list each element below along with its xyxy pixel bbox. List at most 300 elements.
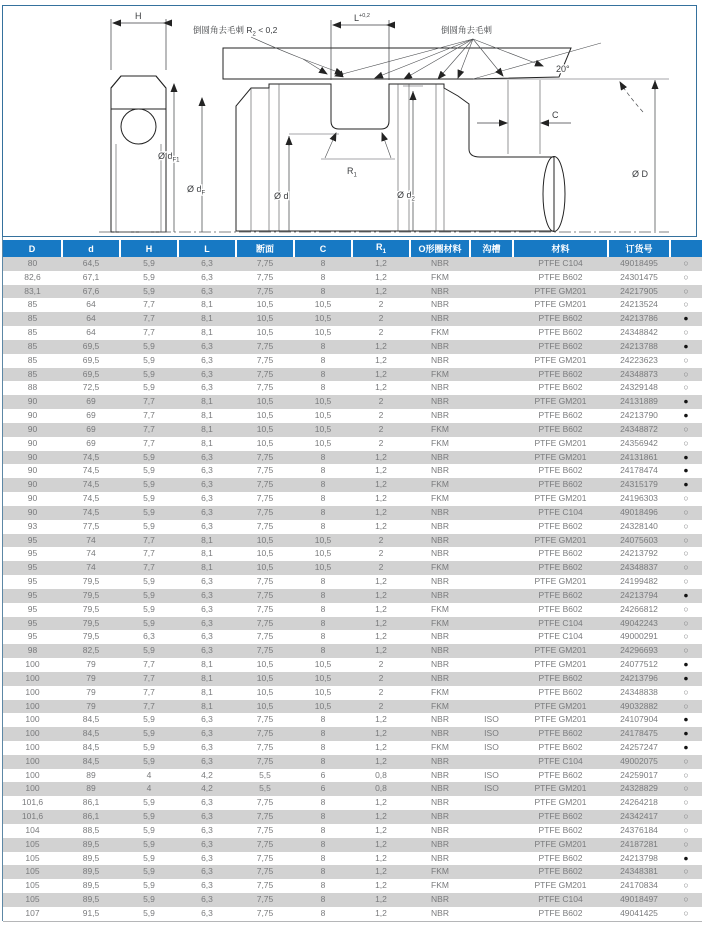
cell: 2 — [378, 410, 384, 421]
cell — [470, 478, 513, 492]
cell: NBR — [431, 631, 449, 642]
cell: 7,75 — [256, 285, 274, 296]
table-row — [3, 630, 702, 644]
availability-dot-open: ○ — [683, 603, 689, 614]
cell: 74 — [86, 562, 96, 573]
cell: 7,75 — [256, 354, 274, 365]
cell: PTFE B602 — [538, 562, 583, 573]
cell: 10,5 — [314, 423, 332, 434]
cell: 2 — [378, 396, 384, 407]
cell: 10,5 — [256, 423, 274, 434]
cell: PTFE GM201 — [534, 451, 587, 462]
cell: 95 — [27, 617, 38, 628]
availability-dot-open: ○ — [683, 797, 689, 808]
cell: 86,1 — [82, 797, 100, 808]
availability-dot-filled: ● — [683, 852, 689, 863]
cell: 8,1 — [201, 700, 213, 711]
cell: PTFE GM201 — [534, 354, 587, 365]
availability-cell — [670, 824, 702, 838]
cell: 7,75 — [256, 894, 274, 905]
availability-cell — [670, 672, 702, 686]
table-row — [3, 354, 702, 368]
cell — [470, 865, 513, 879]
cell: PTFE GM201 — [534, 838, 587, 849]
cell: 95 — [27, 603, 38, 614]
cell: 7,7 — [143, 410, 155, 421]
cell: 7,75 — [256, 479, 274, 490]
cell: 5,9 — [143, 382, 155, 393]
availability-cell — [670, 340, 702, 354]
cell: 6,3 — [201, 258, 213, 268]
cell: 1,2 — [375, 645, 387, 656]
cell: 7,75 — [256, 465, 274, 476]
cell: 1,2 — [375, 451, 387, 462]
cell — [470, 575, 513, 589]
table-row — [3, 547, 702, 561]
cell: 7,75 — [256, 631, 274, 642]
availability-cell — [670, 561, 702, 575]
cell: ISO — [484, 728, 499, 739]
availability-dot-open: ○ — [683, 271, 689, 282]
cell: 6,3 — [201, 852, 213, 863]
cell: FKM — [431, 866, 449, 877]
availability-cell — [670, 658, 702, 672]
cell: PTFE B602 — [538, 824, 583, 835]
availability-dot-open: ○ — [683, 354, 689, 365]
cell: 8,1 — [201, 299, 213, 310]
cell: 10,5 — [314, 659, 332, 670]
cell: 0,8 — [375, 769, 387, 780]
cell — [470, 423, 513, 437]
availability-dot-open: ○ — [683, 299, 689, 310]
cell: ISO — [484, 783, 499, 794]
cell: 7,75 — [256, 838, 274, 849]
cell: 7,75 — [256, 797, 274, 808]
availability-dot-open: ○ — [683, 880, 689, 891]
cell: 7,75 — [256, 741, 274, 752]
cell: 10,5 — [314, 548, 332, 559]
availability-dot-open: ○ — [683, 520, 689, 531]
cell: 79,5 — [82, 576, 100, 587]
cell: 64,5 — [82, 258, 100, 268]
cell: 7,75 — [256, 271, 274, 282]
cell: 10,5 — [314, 700, 332, 711]
cell — [470, 824, 513, 838]
availability-dot-open: ○ — [683, 755, 689, 766]
cell: 7,75 — [256, 811, 274, 822]
table-row — [3, 464, 702, 478]
cell: 8 — [320, 838, 326, 849]
cell: 67,6 — [82, 285, 100, 296]
cell: PTFE B602 — [538, 548, 583, 559]
cell: 24348842 — [620, 327, 658, 338]
table-row — [3, 727, 702, 741]
cell: 101,6 — [21, 811, 44, 822]
cell: NBR — [431, 714, 449, 725]
cell: 64 — [86, 299, 96, 310]
cell: 5,9 — [143, 797, 155, 808]
availability-dot-open: ○ — [683, 285, 689, 296]
cell: 5,9 — [143, 603, 155, 614]
cell: 7,75 — [256, 714, 274, 725]
cell — [470, 464, 513, 478]
cell: 93 — [27, 520, 38, 531]
cell: 64 — [86, 327, 96, 338]
cell: NBR — [431, 534, 449, 545]
cell: 5,9 — [143, 741, 155, 752]
cell: 6,3 — [201, 576, 213, 587]
cell: 4,2 — [201, 769, 213, 780]
cell: 6,3 — [201, 465, 213, 476]
cell: 7,7 — [143, 672, 155, 683]
cell: 8,1 — [201, 534, 213, 545]
availability-dot-filled: ● — [683, 589, 689, 600]
cell: 84,5 — [82, 714, 100, 725]
cell: 24348872 — [620, 423, 658, 434]
cell: 1,2 — [375, 285, 387, 296]
cell: 24376184 — [620, 824, 658, 835]
cell: PTFE GM201 — [534, 576, 587, 587]
availability-cell — [670, 700, 702, 714]
cell: PTFE C104 — [538, 258, 583, 268]
availability-cell — [670, 285, 702, 299]
cell: 7,75 — [256, 755, 274, 766]
cell — [470, 561, 513, 575]
cell: 24329148 — [620, 382, 658, 393]
dimension-df1 — [158, 84, 180, 232]
cell: PTFE B602 — [538, 589, 583, 600]
cell — [470, 879, 513, 893]
cell: 85 — [27, 368, 38, 379]
svg-text:Ø dF: Ø $d_F$ — [187, 184, 206, 197]
cell: 6 — [320, 783, 326, 794]
cell: 6,3 — [201, 382, 213, 393]
cell: NBR — [431, 894, 449, 905]
cell: 84,5 — [82, 755, 100, 766]
availability-cell — [670, 865, 702, 879]
cell: 5,9 — [143, 451, 155, 462]
table-row — [3, 741, 702, 755]
availability-dot-open: ○ — [683, 576, 689, 587]
angle-arc — [620, 82, 643, 112]
cell: 24178475 — [620, 728, 658, 739]
cell: 6,3 — [201, 368, 213, 379]
cell: 100 — [25, 728, 40, 739]
table-row — [3, 326, 702, 340]
cell — [470, 354, 513, 368]
column-header: D — [3, 240, 62, 257]
column-header: $R_1$ — [352, 240, 410, 257]
cell: 6,3 — [201, 880, 213, 891]
cell: 6,3 — [201, 603, 213, 614]
cell: 7,75 — [256, 603, 274, 614]
cell: PTFE GM201 — [534, 534, 587, 545]
availability-dot-open: ○ — [683, 866, 689, 877]
cell: 8,1 — [201, 659, 213, 670]
cell: 2 — [378, 534, 384, 545]
availability-cell — [670, 727, 702, 741]
cell: PTFE B602 — [538, 410, 583, 421]
table-row — [3, 368, 702, 382]
availability-cell — [670, 534, 702, 548]
cell: 5,9 — [143, 479, 155, 490]
cell: 10,5 — [256, 327, 274, 338]
availability-cell — [670, 368, 702, 382]
cell: 69 — [86, 423, 96, 434]
availability-cell — [670, 810, 702, 824]
cell: PTFE B602 — [538, 769, 583, 780]
cell: NBR — [431, 838, 449, 849]
cell: 8 — [320, 479, 326, 490]
cell: 8 — [320, 271, 326, 282]
table-row — [3, 879, 702, 893]
cell — [470, 589, 513, 603]
cell: 24199482 — [620, 576, 658, 587]
cell: 7,7 — [143, 562, 155, 573]
table-row — [3, 852, 702, 866]
cell: 7,75 — [256, 617, 274, 628]
cell: 77,5 — [82, 520, 100, 531]
cell: PTFE GM201 — [534, 700, 587, 711]
cell: 10,5 — [314, 437, 332, 448]
cell: 90 — [27, 493, 38, 504]
cell: 7,75 — [256, 852, 274, 863]
cell: 24170834 — [620, 880, 658, 891]
dimension-df — [187, 98, 206, 232]
cell: 1,2 — [375, 589, 387, 600]
cell: 85 — [27, 327, 38, 338]
cell: 90 — [27, 423, 38, 434]
cell: 7,75 — [256, 520, 274, 531]
availability-cell — [670, 326, 702, 340]
cell: 2 — [378, 562, 384, 573]
table-row — [3, 506, 702, 520]
cell — [470, 257, 513, 271]
cell: 8,1 — [201, 562, 213, 573]
cell — [470, 271, 513, 285]
cell: PTFE B602 — [538, 603, 583, 614]
cell: NBR — [431, 548, 449, 559]
cell: 24213798 — [620, 852, 658, 863]
cell: 100 — [25, 755, 40, 766]
cell: 5,9 — [143, 728, 155, 739]
cell: 24342417 — [620, 811, 658, 822]
cell: 5,9 — [143, 755, 155, 766]
cell: 24259017 — [620, 769, 658, 780]
cell: 1,2 — [375, 520, 387, 531]
availability-dot-open: ○ — [683, 700, 689, 711]
table-row — [3, 271, 702, 285]
column-header: C — [294, 240, 352, 257]
table-row — [3, 298, 702, 312]
cell: 2 — [378, 437, 384, 448]
cell: 6 — [320, 769, 326, 780]
availability-cell — [670, 617, 702, 631]
cell: 91,5 — [62, 907, 120, 921]
table-row — [3, 907, 702, 921]
cell: 6,3 — [201, 811, 213, 822]
cell: 49018496 — [620, 506, 658, 517]
piston-cross-section — [236, 84, 565, 232]
availability-cell — [670, 547, 702, 561]
cell: 24131889 — [620, 396, 658, 407]
cell: 8 — [320, 603, 326, 614]
cell: 88,5 — [82, 824, 100, 835]
cell: 1,2 — [375, 340, 387, 351]
cell: 95 — [27, 576, 38, 587]
cell — [470, 395, 513, 409]
availability-dot-filled: ● — [683, 313, 689, 324]
cell: 7,75 — [256, 589, 274, 600]
cell: 1,2 — [375, 603, 387, 614]
cell: 1,2 — [375, 493, 387, 504]
cell: 90 — [27, 410, 38, 421]
availability-cell — [670, 354, 702, 368]
cell: 8 — [320, 493, 326, 504]
cell: 24328829 — [620, 783, 658, 794]
cell: 6,3 — [201, 285, 213, 296]
cell: 67,1 — [82, 271, 100, 282]
cell: 24196303 — [620, 493, 658, 504]
availability-cell — [670, 686, 702, 700]
label-big-d: Ø D — [632, 169, 649, 179]
cell: PTFE B602 — [538, 465, 583, 476]
cell: 74,5 — [82, 479, 100, 490]
cell: 2 — [378, 423, 384, 434]
cell: 24107904 — [620, 714, 658, 725]
cell: 85 — [27, 354, 38, 365]
cell: NBR — [431, 313, 449, 324]
cell: 85 — [27, 313, 38, 324]
cell: 10,5 — [256, 299, 274, 310]
table-row — [3, 769, 702, 783]
availability-cell — [670, 907, 702, 921]
cell: 7,7 — [143, 299, 155, 310]
cell: FKM — [431, 562, 449, 573]
availability-cell — [670, 644, 702, 658]
cell: 1,2 — [375, 811, 387, 822]
cell: 89,5 — [82, 866, 100, 877]
cell: 5,9 — [143, 340, 155, 351]
availability-dot-open: ○ — [683, 368, 689, 379]
cell: 10,5 — [314, 410, 332, 421]
cell — [470, 686, 513, 700]
cell — [470, 630, 513, 644]
cell: 4 — [146, 783, 152, 794]
cell: 7,75 — [256, 866, 274, 877]
table-row — [3, 423, 702, 437]
cell — [470, 437, 513, 451]
cell: 95 — [27, 631, 38, 642]
size-table-wrap — [3, 240, 703, 922]
availability-dot-open: ○ — [683, 617, 689, 628]
cell: FKM — [431, 479, 449, 490]
cell — [470, 312, 513, 326]
cell: 2 — [378, 659, 384, 670]
cell: 6,3 — [201, 520, 213, 531]
cell: 10,5 — [256, 700, 274, 711]
cell: 10,5 — [256, 686, 274, 697]
cell: 100 — [25, 672, 40, 683]
cell: 5,9 — [120, 907, 178, 921]
column-header: d — [62, 240, 120, 257]
cell: 24213786 — [620, 313, 658, 324]
cell — [470, 893, 513, 907]
availability-cell — [670, 257, 702, 271]
cell: NBR — [431, 451, 449, 462]
dimension-big-d — [632, 80, 655, 231]
cell: 101,6 — [21, 797, 44, 808]
cell: 79,5 — [82, 631, 100, 642]
table-row — [3, 603, 702, 617]
table-row — [3, 381, 702, 395]
cell: 100 — [25, 700, 40, 711]
cell: 7,75 — [256, 880, 274, 891]
cell — [470, 796, 513, 810]
table-row — [3, 451, 702, 465]
cell: 49018495 — [620, 258, 658, 268]
cell: PTFE GM201 — [534, 493, 587, 504]
cell — [470, 326, 513, 340]
cell: 69,5 — [82, 340, 100, 351]
cell: NBR — [431, 410, 449, 421]
cell: 7,75 — [256, 258, 274, 268]
cell: 24348837 — [620, 562, 658, 573]
table-row — [3, 700, 702, 714]
cell: PTFE C104 — [538, 755, 583, 766]
table-row — [3, 796, 702, 810]
cell: 82,5 — [82, 645, 100, 656]
cell: 83,1 — [24, 285, 41, 296]
availability-dot-filled: ● — [683, 340, 689, 351]
availability-cell — [670, 589, 702, 603]
cell: 69,5 — [82, 368, 100, 379]
cell: PTFE C104 — [538, 894, 583, 905]
dimension-r1 — [321, 133, 395, 179]
cell: PTFE B602 — [538, 271, 583, 282]
availability-dot-filled: ● — [683, 451, 689, 462]
cell: PTFE GM201 — [534, 437, 587, 448]
availability-cell — [670, 755, 702, 769]
availability-dot-open: ○ — [683, 534, 689, 545]
cell: 10,5 — [256, 672, 274, 683]
cell: 82,6 — [24, 271, 41, 282]
cell: 6,3 — [201, 741, 213, 752]
cell: 6,3 — [201, 589, 213, 600]
cell: 90 — [27, 437, 38, 448]
cell: 79,5 — [82, 589, 100, 600]
cell: 24348873 — [620, 368, 658, 379]
cell: 8 — [320, 728, 326, 739]
availability-dot-open: ○ — [683, 548, 689, 559]
dimension-c — [477, 80, 571, 154]
cell: NBR — [431, 852, 449, 863]
cell: 0,8 — [375, 783, 387, 794]
cell: 8,1 — [201, 437, 213, 448]
availability-cell — [670, 298, 702, 312]
cell: 105 — [25, 866, 40, 877]
cell: 7,7 — [143, 686, 155, 697]
cell: FKM — [431, 423, 449, 434]
cell: 7,7 — [143, 313, 155, 324]
cell: PTFE GM201 — [534, 783, 587, 794]
cell: 8 — [320, 258, 326, 268]
cell: 6,3 — [143, 631, 155, 642]
cell: 98 — [27, 645, 38, 656]
cell — [470, 907, 513, 921]
availability-cell — [670, 520, 702, 534]
availability-dot-open: ○ — [683, 894, 689, 905]
